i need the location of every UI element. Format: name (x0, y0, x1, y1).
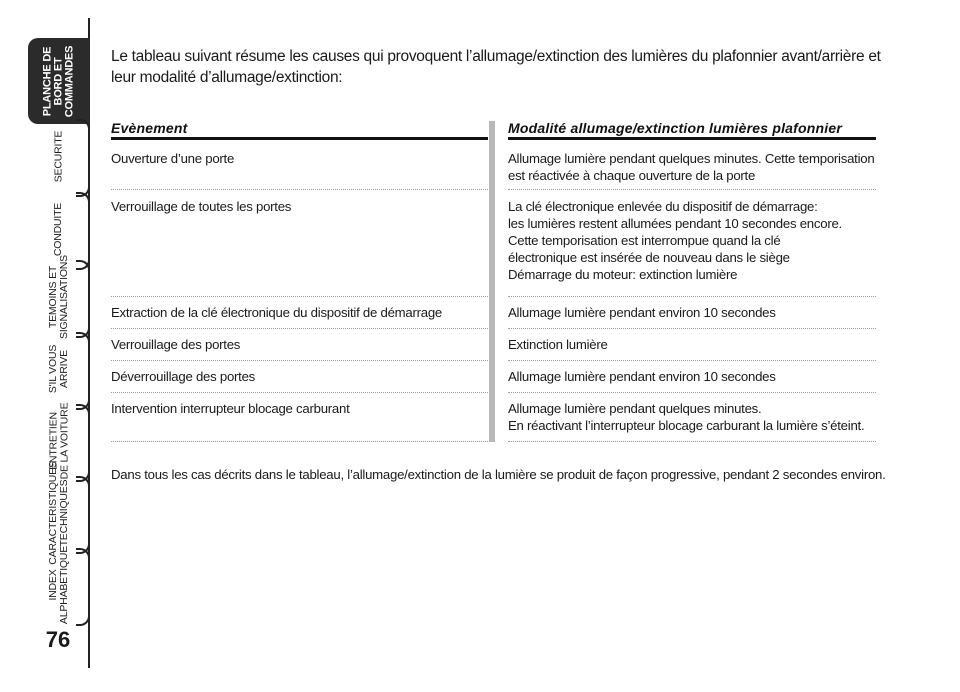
tab-label: CARACTERISTIQUES TECHNIQUES (47, 461, 71, 565)
column-separator-bar (489, 121, 495, 442)
row-divider (111, 189, 488, 190)
row-divider (111, 296, 488, 297)
tab-index-alphabetique[interactable] (30, 545, 88, 625)
row-divider (111, 392, 488, 393)
row-divider (111, 441, 488, 442)
row-2-mode: La clé électronique enlevée du dispositif de démarrage: les lumières restent allumées pendant 10 secondes encore. Cette temporisation est interrompue quand la clé électronique est insérée de nouveau dans le siège Démarrage du moteur: extinction lumière (508, 199, 842, 282)
tab-label: SECURITE (52, 130, 65, 182)
tab-caracteristiques[interactable] (30, 461, 88, 565)
row-4-mode: Extinction lumière (508, 337, 608, 352)
chapter-tabs (0, 0, 96, 692)
footnote-paragraph: Dans tous les cas décrits dans le tableau, l’allumage/extinction de la lumière se produit de façon progressive, pendant 2 secondes environ. (111, 467, 886, 482)
header-rule-left (111, 137, 488, 140)
header-mode: Modalité allumage/extinction lumières plafonnier (508, 120, 842, 136)
row-1-mode: Allumage lumière pendant quelques minutes. Cette temporisation est réactivée à chaque ouverture de la porte (508, 151, 875, 183)
tab-label: ENTRETIEN DE LA VOITURE (47, 402, 71, 480)
tab-planche-de-bord[interactable] (28, 38, 90, 124)
row-6-mode: Allumage lumière pendant quelques minutes. En réactivant l’interrupteur blocage carburant la lumière s’éteint. (508, 401, 865, 433)
row-4-event: Verrouillage des portes (111, 337, 241, 352)
row-3-event: Extraction de la clé électronique du dispositif de démarrage (111, 305, 443, 320)
page-number: 76 (45, 627, 71, 652)
tab-label: CONDUITE (52, 202, 65, 256)
row-divider (508, 328, 876, 329)
tab-label: TEMOINS ET SIGNALISATIONS (47, 255, 71, 339)
tab-sil-vous-arrive[interactable] (30, 338, 88, 400)
tab-label: S'IL VOUS ARRIVE (47, 344, 70, 394)
row-6-event: Intervention interrupteur blocage carburant (111, 401, 350, 416)
row-5-mode: Allumage lumière pendant environ 10 secondes (508, 369, 776, 384)
tab-label: INDEX ALPHABETIQUE (47, 545, 70, 625)
row-5-event: Déverrouillage des portes (111, 369, 256, 384)
row-1-event: Ouverture d’une porte (111, 151, 235, 166)
tab-securite[interactable] (30, 125, 88, 187)
header-rule-right (508, 137, 876, 140)
tab-label: PLANCHE DE BORD ET COMMANDES (41, 45, 76, 117)
tab-conduite[interactable] (30, 198, 88, 260)
row-divider (111, 328, 488, 329)
row-divider (508, 392, 876, 393)
row-2-event: Verrouillage de toutes les portes (111, 199, 292, 214)
header-event: Evènement (111, 120, 188, 136)
row-divider (508, 360, 876, 361)
row-divider (111, 360, 488, 361)
row-divider (508, 441, 876, 442)
tab-temoins-signalisations[interactable] (30, 255, 88, 339)
row-divider (508, 189, 876, 190)
row-3-mode: Allumage lumière pendant environ 10 secondes (508, 305, 776, 320)
intro-paragraph: Le tableau suivant résume les causes qui provoquent l’allumage/extinction des lumières du plafonnier avant/arrière et leur modalité d’allumage/extinction: (111, 48, 881, 86)
row-divider (508, 296, 876, 297)
